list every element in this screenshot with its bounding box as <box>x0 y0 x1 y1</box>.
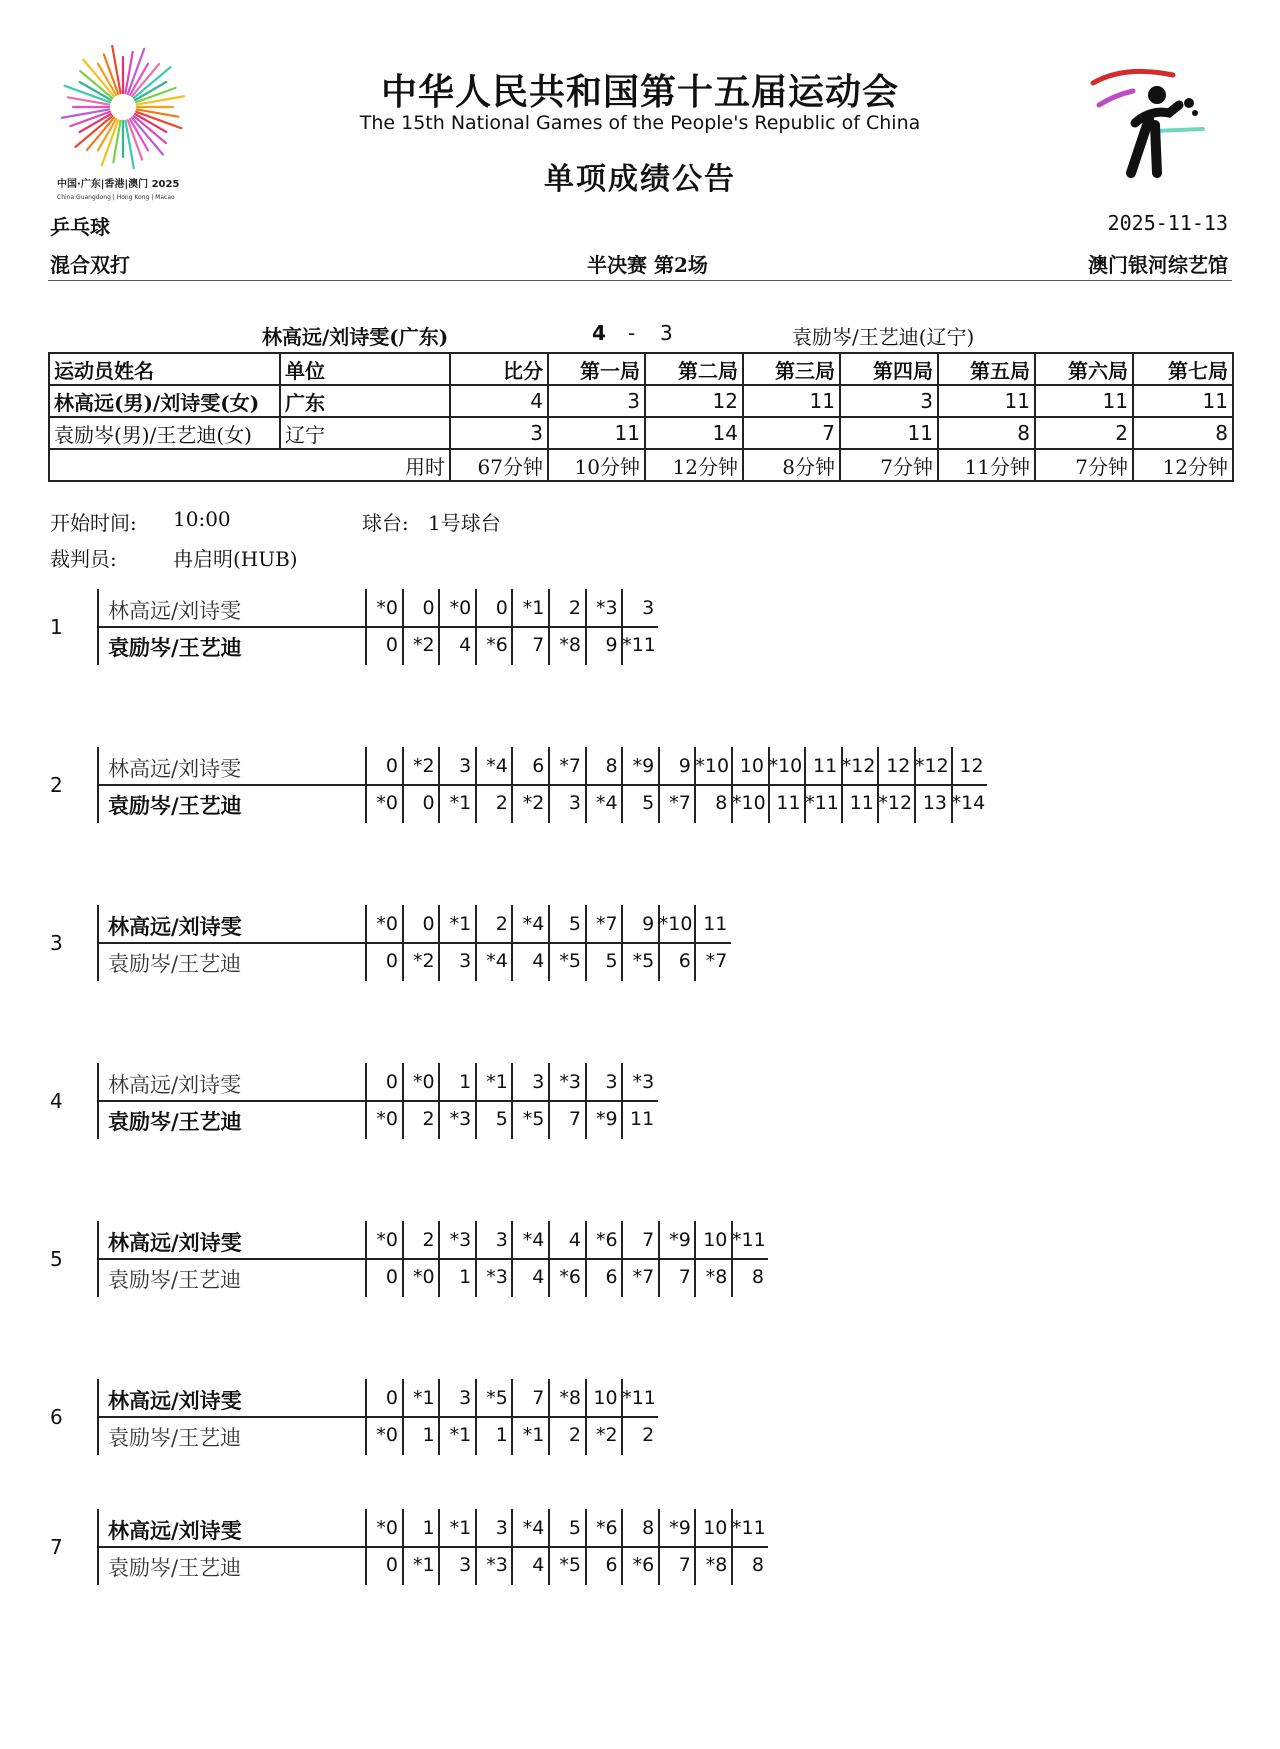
progression-point: *4 <box>522 1229 545 1251</box>
game-score: 12 <box>645 385 743 417</box>
progression-point: *0 <box>376 597 398 619</box>
progression-point: *1 <box>522 597 545 619</box>
header-game-7: 第七局 <box>1133 353 1233 385</box>
header-score: 比分 <box>450 353 548 385</box>
venue-name: 澳门银河综艺馆 <box>1088 253 1228 277</box>
logo-petal <box>113 121 120 162</box>
progression-point: *9 <box>632 755 655 777</box>
progression-point: *6 <box>596 1517 618 1539</box>
progression-point: *8 <box>705 1554 728 1576</box>
summary-score-a: 4 <box>592 321 606 345</box>
progression-point: 3 <box>495 1229 508 1251</box>
progression-point: 5 <box>642 792 655 814</box>
progression-point: *7 <box>669 792 691 814</box>
progression-point: *2 <box>413 950 435 972</box>
progression-point: 8 <box>605 755 618 777</box>
progression-point: *7 <box>596 913 618 935</box>
progression-point: *11 <box>805 792 839 814</box>
progression-team-a: 林高远/刘诗雯 <box>108 1388 242 1413</box>
progression-point: 5 <box>605 950 618 972</box>
game-number: 7 <box>50 1535 63 1559</box>
progression-point: *1 <box>449 1424 472 1446</box>
header-athlete: 运动员姓名 <box>49 353 280 385</box>
progression-point: 9 <box>642 913 655 935</box>
progression-point: 9 <box>605 634 618 656</box>
game-score: 11 <box>743 385 840 417</box>
game-score: 3 <box>548 385 645 417</box>
progression-point: 3 <box>495 1517 508 1539</box>
progression-point: 10 <box>593 1387 618 1409</box>
progression-point: 1 <box>422 1517 435 1539</box>
summary-team-a: 林高远/刘诗雯(广东) <box>262 325 449 349</box>
table-row <box>49 417 1233 449</box>
progression-point: *4 <box>596 792 618 814</box>
progression-point: 8 <box>642 1517 655 1539</box>
progression-point: 5 <box>568 913 581 935</box>
start-time-label: 开始时间: <box>50 511 137 535</box>
progression-point: *5 <box>559 1554 581 1576</box>
progression-point: *6 <box>559 1266 581 1288</box>
progression-team-a: 林高远/刘诗雯 <box>108 1073 242 1097</box>
progression-point: 7 <box>568 1108 581 1130</box>
duration-value: 7分钟 <box>840 449 938 481</box>
progression-point: 8 <box>751 1554 764 1576</box>
progression-point: *5 <box>632 950 655 972</box>
progression-point: 6 <box>532 755 545 777</box>
progression-point: 0 <box>422 792 435 814</box>
game-score: 2 <box>1035 417 1133 449</box>
game-score: 7 <box>743 417 840 449</box>
progression-point: 10 <box>703 1517 728 1539</box>
progression-team-a: 林高远/刘诗雯 <box>108 599 242 623</box>
progression-divider <box>97 626 658 628</box>
result-table <box>48 352 1234 482</box>
progression-point: *7 <box>559 755 581 777</box>
progression-point: 4 <box>532 1266 545 1288</box>
progression-team-a: 林高远/刘诗雯 <box>108 914 242 939</box>
progression-team-a: 林高远/刘诗雯 <box>108 1230 242 1255</box>
progression-point: *2 <box>596 1424 618 1446</box>
progression-point: 7 <box>678 1554 691 1576</box>
page-subtitle: 单项成绩公告 <box>544 162 736 197</box>
progression-point: *5 <box>486 1387 508 1409</box>
progression-point: 0 <box>422 913 435 935</box>
progression-point: *0 <box>376 1108 398 1130</box>
progression-divider <box>97 784 987 786</box>
game-score: 8 <box>938 417 1035 449</box>
game-score: 3 <box>840 385 938 417</box>
progression-point: *3 <box>486 1266 508 1288</box>
duration-label: 用时 <box>49 449 450 481</box>
progression-point: *12 <box>878 792 913 814</box>
match-score: 3 <box>450 417 548 449</box>
progression-point: *6 <box>486 634 508 656</box>
progression-point: *7 <box>632 1266 655 1288</box>
game-number: 6 <box>50 1405 63 1429</box>
progression-point: *9 <box>669 1517 691 1539</box>
game-score: 14 <box>645 417 743 449</box>
progression-point: *12 <box>915 755 949 777</box>
header-game-4: 第四局 <box>840 353 938 385</box>
progression-point: *3 <box>596 597 618 619</box>
header-game-3: 第三局 <box>743 353 840 385</box>
progression-point: *9 <box>596 1108 618 1130</box>
event-name: 混合双打 <box>50 253 130 277</box>
duration-value: 67分钟 <box>450 449 548 481</box>
game-number: 2 <box>50 773 63 797</box>
progression-point: 3 <box>568 792 581 814</box>
athlete-unit: 广东 <box>280 385 450 417</box>
progression-point: 4 <box>459 634 472 656</box>
summary-dash: - <box>628 321 636 345</box>
game-number: 4 <box>50 1089 63 1113</box>
progression-team-b: 袁励岑/王艺迪 <box>108 1268 242 1292</box>
progression-point: *1 <box>486 1071 508 1093</box>
progression-point: 11 <box>703 913 728 935</box>
progression-point: *10 <box>732 792 766 814</box>
game-score: 11 <box>1035 385 1133 417</box>
header-game-2: 第二局 <box>645 353 743 385</box>
progression-point: *2 <box>522 792 545 814</box>
progression-point: *8 <box>559 634 581 656</box>
table-no-value: 1号球台 <box>428 511 501 535</box>
progression-point: *5 <box>559 950 581 972</box>
page-title: 中华人民共和国第十五届运动会 <box>380 72 899 113</box>
progression-point: 0 <box>385 1266 398 1288</box>
progression-point: *11 <box>732 1517 766 1539</box>
progression-point: 7 <box>532 634 545 656</box>
progression-point: 12 <box>886 755 911 777</box>
game-score: 11 <box>1133 385 1233 417</box>
progression-point: *8 <box>705 1266 728 1288</box>
progression-point: 11 <box>776 792 801 814</box>
progression-point: 3 <box>642 597 655 619</box>
progression-point: 0 <box>495 597 508 619</box>
table-tennis-pictogram-icon <box>1085 65 1215 185</box>
progression-point: *1 <box>449 1517 472 1539</box>
national-games-logo-icon <box>55 45 195 205</box>
progression-point: *1 <box>449 792 472 814</box>
progression-point: 4 <box>532 1554 545 1576</box>
game-number: 3 <box>50 931 63 955</box>
progression-point: 6 <box>605 1554 618 1576</box>
progression-point: *10 <box>768 755 803 777</box>
progression-point: *1 <box>413 1387 435 1409</box>
progression-team-b: 袁励岑/王艺迪 <box>108 1556 242 1580</box>
summary-team-b: 袁励岑/王艺迪(辽宁) <box>792 325 975 349</box>
progression-point: 0 <box>385 950 398 972</box>
progression-point: 4 <box>568 1229 581 1251</box>
page-title-en: The 15th National Games of the People's Republic of China <box>359 112 921 134</box>
start-time-value: 10:00 <box>173 507 231 531</box>
progression-point: *3 <box>559 1071 581 1093</box>
progression-point: *2 <box>413 755 435 777</box>
game-score: 11 <box>938 385 1035 417</box>
progression-point: *5 <box>522 1108 545 1130</box>
game-score: 8 <box>1133 417 1233 449</box>
progression-point: *11 <box>622 1387 656 1409</box>
progression-point: *14 <box>951 792 986 814</box>
logo-caption-en: China·Guangdong | Hong Kong | Macao <box>57 194 175 201</box>
header-unit: 单位 <box>280 353 450 385</box>
progression-point: 7 <box>532 1387 545 1409</box>
progression-point: *11 <box>622 634 656 656</box>
logo-petal <box>137 109 178 116</box>
header-divider <box>48 280 1232 281</box>
progression-point: 2 <box>568 597 581 619</box>
progression-team-b: 袁励岑/王艺迪 <box>108 635 242 660</box>
duration-value: 12分钟 <box>645 449 743 481</box>
duration-value: 11分钟 <box>938 449 1035 481</box>
progression-point: *1 <box>449 913 472 935</box>
progression-point: *3 <box>449 1229 472 1251</box>
progression-point: 0 <box>385 634 398 656</box>
progression-point: 0 <box>385 1071 398 1093</box>
game-score: 11 <box>840 417 938 449</box>
athlete-unit: 辽宁 <box>280 417 450 449</box>
progression-point: *4 <box>522 1517 545 1539</box>
progression-point: 13 <box>922 792 947 814</box>
progression-point: 6 <box>678 950 691 972</box>
progression-point: *1 <box>522 1424 545 1446</box>
header-game-6: 第六局 <box>1035 353 1133 385</box>
progression-point: *9 <box>669 1229 691 1251</box>
umpire-value: 冉启明(HUB) <box>173 547 298 571</box>
progression-point: *6 <box>632 1554 655 1576</box>
game-number: 5 <box>50 1247 63 1271</box>
progression-point: 0 <box>385 1554 398 1576</box>
event-date: 2025-11-13 <box>1107 211 1228 235</box>
athlete-name: 袁励岑(男)/王艺迪(女) <box>49 417 280 449</box>
progression-point: 3 <box>532 1071 545 1093</box>
header-game-1: 第一局 <box>548 353 645 385</box>
logo-petal <box>125 52 132 93</box>
progression-point: *0 <box>413 1266 435 1288</box>
table-no-label: 球台: <box>362 511 409 535</box>
progression-point: *4 <box>486 950 508 972</box>
progression-point: 2 <box>642 1424 655 1446</box>
duration-value: 8分钟 <box>743 449 840 481</box>
progression-point: 11 <box>630 1108 655 1130</box>
progression-point: *0 <box>376 1424 398 1446</box>
progression-point: *2 <box>413 634 435 656</box>
table-row <box>49 385 1233 417</box>
progression-point: *8 <box>559 1387 581 1409</box>
sport-name: 乒乓球 <box>50 215 110 239</box>
progression-point: 3 <box>459 1387 472 1409</box>
progression-point: *7 <box>705 950 728 972</box>
game-score: 11 <box>548 417 645 449</box>
progression-point: *4 <box>486 755 508 777</box>
progression-point: 1 <box>459 1266 472 1288</box>
progression-point: 9 <box>678 755 691 777</box>
progression-team-b: 袁励岑/王艺迪 <box>108 1109 242 1134</box>
progression-point: *3 <box>632 1071 655 1093</box>
progression-point: 3 <box>459 950 472 972</box>
logo-caption: 中国·广东|香港|澳门 2025 <box>57 179 180 190</box>
progression-point: *3 <box>449 1108 472 1130</box>
progression-point: *0 <box>413 1071 435 1093</box>
summary-score-b: 3 <box>660 321 673 345</box>
progression-team-b: 袁励岑/王艺迪 <box>108 793 242 818</box>
progression-divider <box>97 1416 658 1418</box>
progression-divider <box>97 1546 768 1548</box>
progression-point: *12 <box>841 755 876 777</box>
progression-point: 0 <box>422 597 435 619</box>
progression-point: 3 <box>459 1554 472 1576</box>
progression-point: 2 <box>422 1108 435 1130</box>
progression-point: 7 <box>642 1229 655 1251</box>
progression-divider <box>97 1100 658 1102</box>
progression-point: 3 <box>605 1071 618 1093</box>
progression-point: 0 <box>385 755 398 777</box>
game-number: 1 <box>50 615 63 639</box>
progression-point: *11 <box>732 1229 766 1251</box>
duration-value: 10分钟 <box>548 449 645 481</box>
progression-point: 1 <box>422 1424 435 1446</box>
duration-value: 12分钟 <box>1133 449 1233 481</box>
progression-point: *0 <box>449 597 472 619</box>
progression-point: 8 <box>715 792 728 814</box>
progression-point: 10 <box>703 1229 728 1251</box>
progression-team-b: 袁励岑/王艺迪 <box>108 1426 242 1450</box>
progression-point: *1 <box>413 1554 435 1576</box>
progression-point: *0 <box>376 1229 398 1251</box>
progression-point: 2 <box>495 913 508 935</box>
progression-point: 11 <box>813 755 838 777</box>
progression-point: 2 <box>568 1424 581 1446</box>
progression-point: 5 <box>568 1517 581 1539</box>
progression-point: 1 <box>459 1071 472 1093</box>
progression-point: 11 <box>849 792 874 814</box>
progression-team-b: 袁励岑/王艺迪 <box>108 952 242 976</box>
progression-team-a: 林高远/刘诗雯 <box>108 757 242 781</box>
progression-point: *3 <box>486 1554 508 1576</box>
progression-point: *0 <box>376 913 398 935</box>
progression-point: 3 <box>459 755 472 777</box>
progression-point: 10 <box>739 755 764 777</box>
progression-point: *4 <box>522 913 545 935</box>
progression-point: *10 <box>695 755 730 777</box>
progression-point: 12 <box>959 755 984 777</box>
logo-petal <box>68 97 109 104</box>
table-header-row <box>49 353 1233 385</box>
progression-point: *0 <box>376 1517 398 1539</box>
progression-point: 2 <box>495 792 508 814</box>
header-game-5: 第五局 <box>938 353 1035 385</box>
progression-point: *6 <box>596 1229 618 1251</box>
duration-row <box>49 449 1233 481</box>
progression-point: 5 <box>495 1108 508 1130</box>
progression-point: 1 <box>495 1424 508 1446</box>
progression-team-a: 林高远/刘诗雯 <box>108 1518 242 1543</box>
progression-divider <box>97 1258 768 1260</box>
progression-point: *0 <box>376 792 398 814</box>
round-name: 半决赛 第2场 <box>587 253 708 277</box>
match-score: 4 <box>450 385 548 417</box>
progression-point: 4 <box>532 950 545 972</box>
progression-point: *10 <box>658 913 693 935</box>
progression-divider <box>97 942 731 944</box>
duration-value: 7分钟 <box>1035 449 1133 481</box>
athlete-name: 林高远(男)/刘诗雯(女) <box>49 385 280 417</box>
progression-point: 6 <box>605 1266 618 1288</box>
progression-point: 8 <box>751 1266 764 1288</box>
umpire-label: 裁判员: <box>50 547 117 571</box>
progression-point: 7 <box>678 1266 691 1288</box>
progression-point: 2 <box>422 1229 435 1251</box>
progression-point: 0 <box>385 1387 398 1409</box>
